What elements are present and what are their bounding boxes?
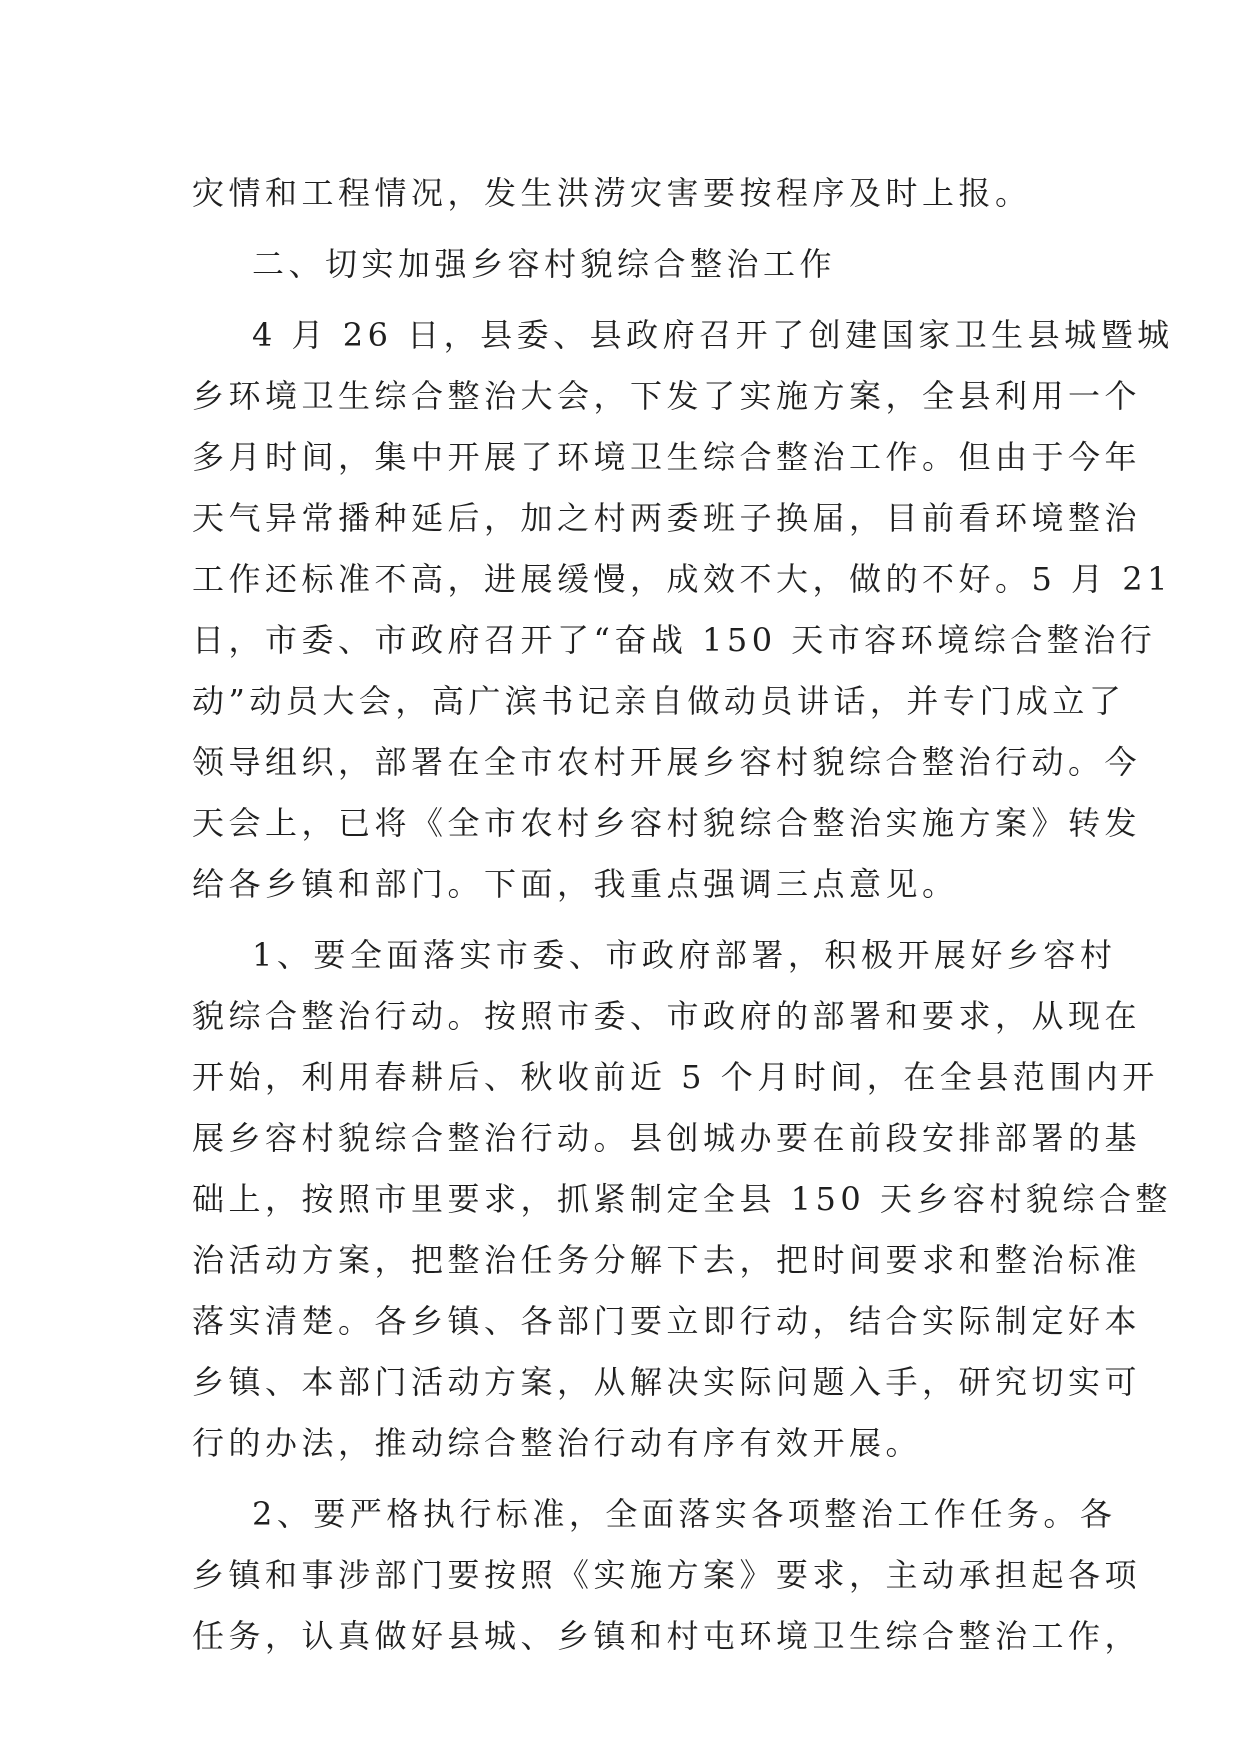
text-line: 乡镇、本部门活动方案，从解决实际问题入手，研究切实可 bbox=[192, 1363, 1142, 1401]
text-line: 乡环境卫生综合整治大会，下发了实施方案，全县利用一个 bbox=[192, 377, 1142, 415]
text-line: 领导组织，部署在全市农村开展乡容村貌综合整治行动。今 bbox=[192, 743, 1142, 781]
paragraph-gap bbox=[192, 224, 1050, 234]
text-line: 治活动方案，把整治任务分解下去，把时间要求和整治标准 bbox=[192, 1241, 1142, 1279]
text-line: 灾情和工程情况，发生洪涝灾害要按程序及时上报。 bbox=[192, 174, 1032, 212]
text-line: 任务，认真做好县城、乡镇和村屯环境卫生综合整治工作， bbox=[192, 1617, 1142, 1655]
text-line: 给各乡镇和部门。下面，我重点强调三点意见。 bbox=[192, 865, 959, 903]
section-heading: 二、切实加强乡容村貌综合整治工作 bbox=[252, 245, 837, 283]
text-line: 4 月 26 日，县委、县政府召开了创建国家卫生县城暨城 bbox=[252, 316, 1174, 354]
text-line: 1、要全面落实市委、市政府部署，积极开展好乡容村 bbox=[252, 936, 1117, 974]
document-body bbox=[192, 163, 1174, 1667]
text-line: 工作还标准不高，进展缓慢，成效不大，做的不好。5 月 21 bbox=[192, 560, 1172, 598]
text-line: 开始，利用春耕后、秋收前近 5 个月时间，在全县范围内开 bbox=[192, 1058, 1159, 1096]
text-line: 动”动员大会，高广滨书记亲自做动员讲话，并专门成立了 bbox=[192, 682, 1126, 720]
text-line: 展乡容村貌综合整治行动。县创城办要在前段安排部署的基 bbox=[192, 1119, 1142, 1157]
paragraph-gap bbox=[192, 295, 1050, 305]
text-line: 天气异常播种延后，加之村两委班子换届，目前看环境整治 bbox=[192, 499, 1142, 537]
text-line: 天会上，已将《全市农村乡容村貌综合整治实施方案》转发 bbox=[192, 804, 1142, 842]
text-line: 行的办法，推动综合整治行动有序有效开展。 bbox=[192, 1424, 923, 1462]
text-line: 日，市委、市政府召开了“奋战 150 天市容环境综合整治行 bbox=[192, 621, 1157, 659]
paragraph-gap bbox=[192, 1474, 1050, 1484]
text-line: 貌综合整治行动。按照市委、市政府的部署和要求，从现在 bbox=[192, 997, 1142, 1035]
text-line: 2、要严格执行标准，全面落实各项整治工作任务。各 bbox=[252, 1495, 1117, 1533]
text-line: 础上，按照市里要求，抓紧制定全县 150 天乡容村貌综合整 bbox=[192, 1180, 1172, 1218]
text-line: 乡镇和事涉部门要按照《实施方案》要求，主动承担起各项 bbox=[192, 1556, 1142, 1594]
paragraph-gap bbox=[192, 915, 1050, 925]
text-line: 落实清楚。各乡镇、各部门要立即行动，结合实际制定好本 bbox=[192, 1302, 1142, 1340]
text-line: 多月时间，集中开展了环境卫生综合整治工作。但由于今年 bbox=[192, 438, 1142, 476]
